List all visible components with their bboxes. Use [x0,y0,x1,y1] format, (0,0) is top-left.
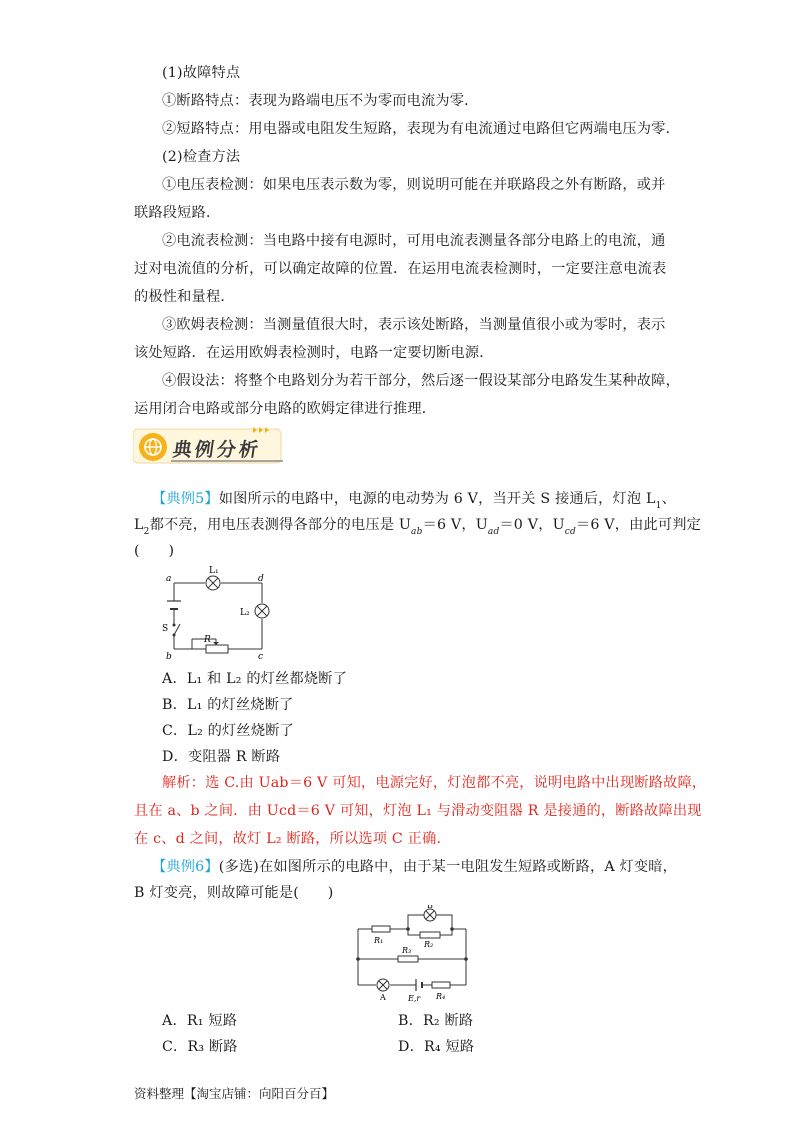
battery-icon [167,601,181,609]
resistor-R1-icon [372,926,390,932]
short-circuit-feature: ②短路特点：用电器或电阻发生短路，表现为有电流通过电路但它两端电压为零． [162,121,680,137]
example5-option-c: C．L₂ 的灯丝烧断了 [162,723,294,739]
example-analysis-banner [133,425,285,465]
lamp-L2-label: L₂ [240,608,250,618]
node-c-label: c [258,652,264,662]
ohmmeter-method-line2: 该处短路．在运用欧姆表检测时，电路一定要切断电源． [134,345,494,361]
ammeter-method-line3: 的极性和量程． [134,289,235,305]
example5-question-line1: 【典例5】如图所示的电路中，电源的电动势为 6 V，当开关 S 接通后，灯泡 $L_1$、 [152,491,676,511]
example6-question-line2: B 灯变亮，则故障可能是( ) [134,885,334,901]
heading-fault-features: (1)故障特点 [162,65,241,81]
voltmeter-method-line2: 联路段短路． [134,205,221,221]
resistor-R3-label: R₃ [402,946,412,955]
resistor-R4-label: R₄ [436,992,446,1001]
analysis5-line2: 且在 a、b 之间．由 Ucd＝6 V 可知，灯泡 L₁ 与滑动变阻器 R 是接通的，断路故障出现 [134,803,702,819]
lamp-B-icon [424,909,436,921]
resistor-R3-icon [398,956,418,962]
node-d-label: d [258,574,264,584]
example5-tag: 【典例5】 [152,491,219,507]
lamp-A-icon [377,979,389,991]
hypothesis-method-line2: 运用闭合电路或部分电路的欧姆定律进行推理． [134,401,437,417]
example5-circuit-diagram [158,565,278,665]
heading-check-methods: (2)检查方法 [162,149,241,165]
lamp-A-label: A [380,993,386,1002]
lamp-B-label: B [427,905,433,910]
example5-option-d: D．变阻器 R 断路 [162,749,281,765]
example5-question-line2: $L_2$都不亮，用电压表测得各部分的电压是 $U_{ab}=6$ V，$U_{ad}=0$ V，$U_{cd}=6$ V，由此可判定 [134,517,702,537]
example6-option-b: B．R₂ 断路 [398,1013,474,1029]
example6-circuit-diagram [352,905,472,1005]
ammeter-method-line2: 过对电流值的分析，可以确定故障的位置．在运用电流表检测时，一定要注意电流表 [134,261,667,277]
switch-icon [173,624,181,637]
lamp-L2-icon [255,604,269,618]
rheostat-R-label: R [204,635,211,645]
battery-icon [416,979,422,991]
ammeter-method-line1: ②电流表检测：当电路中接有电源时，可用电流表测量各部分电路上的电流，通 [162,233,666,249]
example5-answer-paren: ( ) [134,543,175,559]
node-a-label: a [166,574,172,584]
example6-option-c: C．R₃ 断路 [162,1039,238,1055]
example5-option-b: B．L₁ 的灯丝烧断了 [162,697,294,713]
example6-option-d: D．R₄ 短路 [398,1039,475,1055]
ohmmeter-method-line1: ③欧姆表检测：当测量值很大时，表示该处断路，当测量值很小或为零时，表示 [162,317,666,333]
resistor-R1-label: R₁ [374,936,384,945]
resistor-R2-label: R₂ [424,940,434,949]
resistor-R2-icon [420,932,440,938]
voltmeter-method-line1: ①电压表检测：如果电压表示数为零，则说明可能在并联路段之外有断路，或并 [162,177,666,193]
open-circuit-feature: ①断路特点：表现为路端电压不为零而电流为零． [162,93,479,109]
example5-option-a: A．L₁ 和 L₂ 的灯丝都烧断了 [162,671,348,687]
analysis5-line3: 在 c、d 之间，故灯 L₂ 断路，所以选项 C 正确. [134,831,442,847]
example6-question-line1: 【典例6】(多选)在如图所示的电路中，由于某一电阻发生短路或断路，A 灯变暗， [152,859,678,875]
example6-tag: 【典例6】 [152,859,219,875]
example6-option-a: A．R₁ 短路 [162,1013,238,1029]
lamp-L1-icon [206,576,220,590]
globe-icon [139,433,167,461]
banner-title: 典例分析 [171,439,263,461]
analysis5-line1: 解析：选 C.由 Uab＝6 V 可知，电源完好，灯泡都不亮，说明电路中出现断路故障， [162,775,707,791]
resistor-R4-icon [432,982,450,988]
node-b-label: b [166,652,172,662]
source-Er-label: E,r [408,994,421,1003]
switch-S-label: S [162,624,169,634]
footer-source: 资料整理【淘宝店铺：向阳百分百】 [134,1086,335,1101]
lamp-L1-label: L₁ [209,566,219,576]
hypothesis-method-line1: ④假设法：将整个电路划分为若干部分，然后逐一假设某部分电路发生某种故障， [162,373,680,389]
